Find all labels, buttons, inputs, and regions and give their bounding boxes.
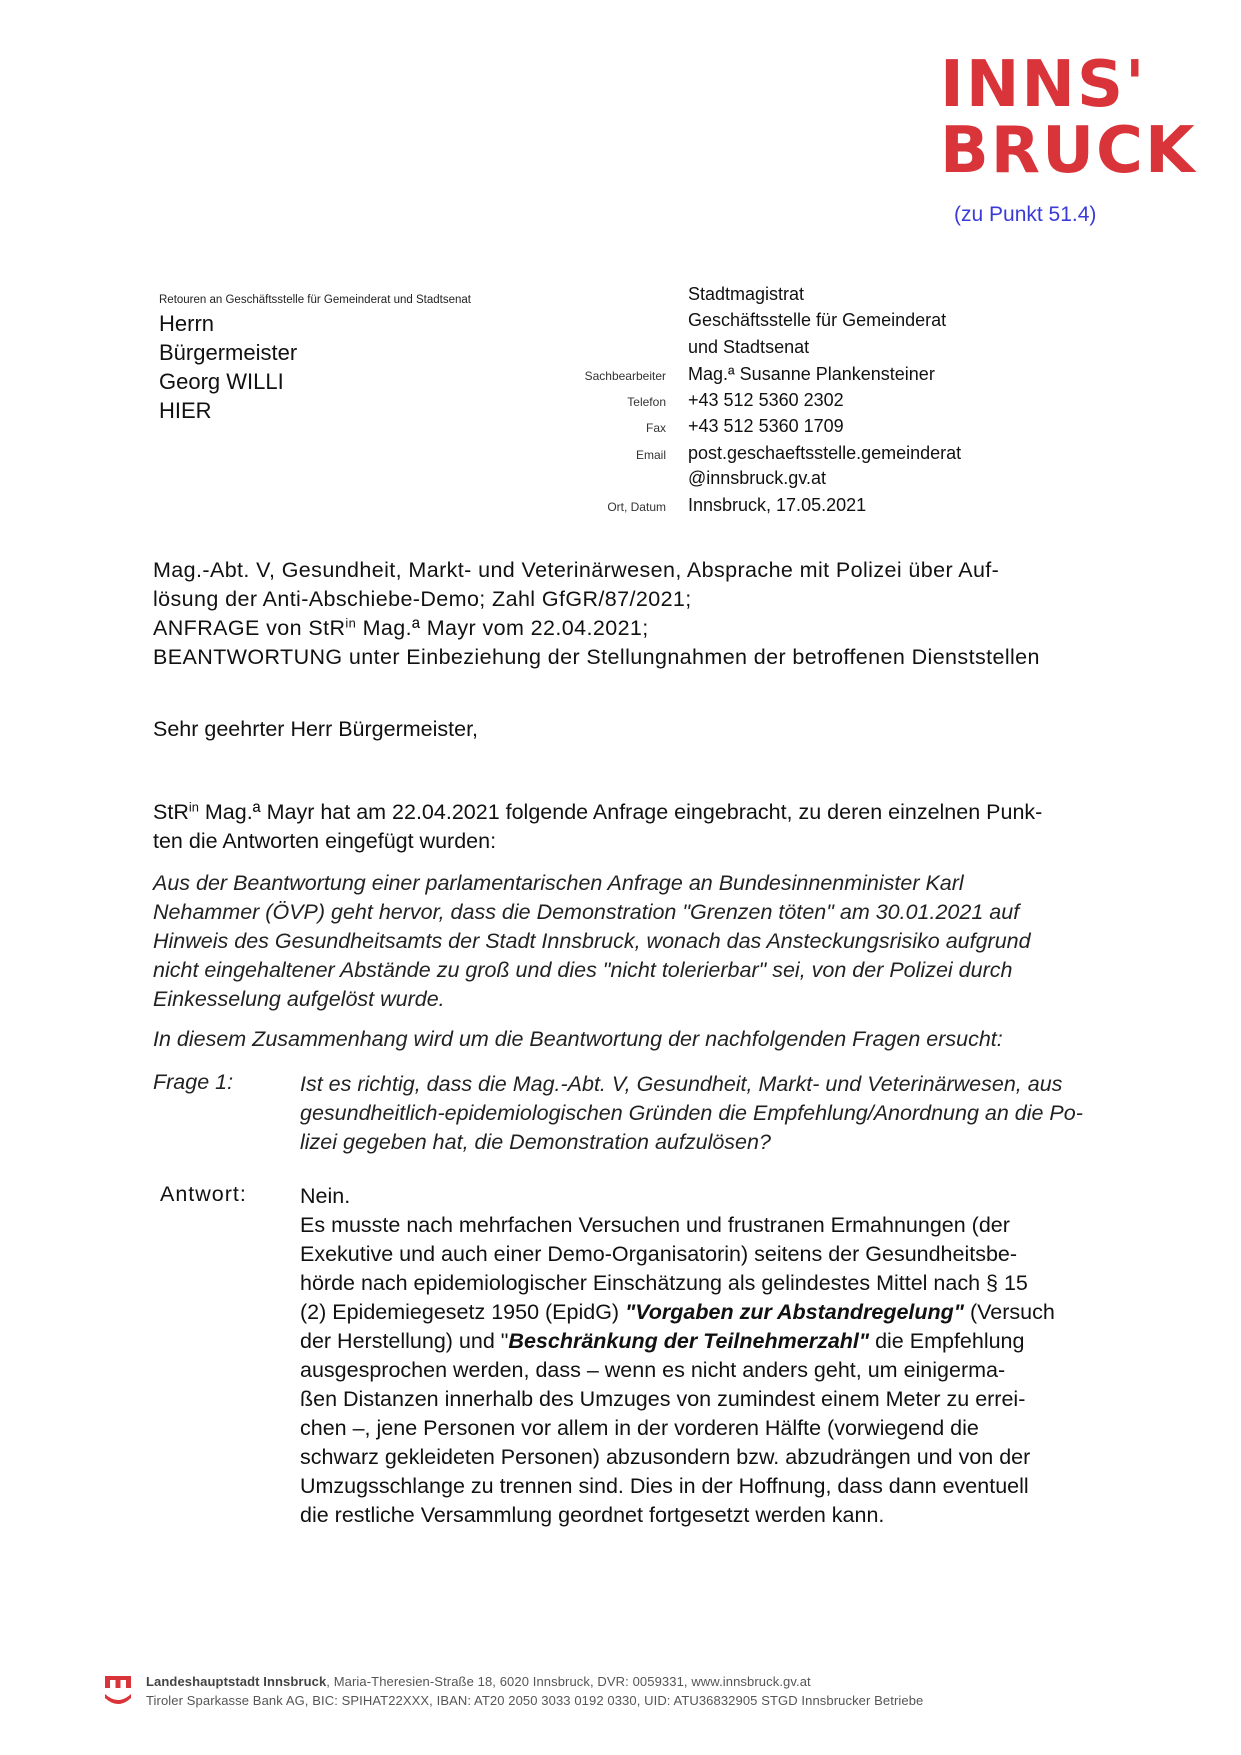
recipient-line: Georg WILLI — [159, 369, 284, 394]
question-line: Ist es richtig, dass die Mag.-Abt. V, Gesundheit, Markt- und Veterinärwesen, aus — [300, 1072, 1063, 1096]
recipient-line: Bürgermeister — [159, 340, 298, 365]
city-emblem-icon — [103, 1674, 133, 1708]
org-line: und Stadtsenat — [688, 336, 810, 357]
fax-label: Fax — [645, 421, 666, 436]
contact-row — [540, 337, 1040, 363]
contact-row — [540, 494, 1040, 520]
contact-row — [540, 310, 1040, 336]
contact-row — [540, 363, 1040, 389]
phone-number: +43 512 5360 2302 — [688, 390, 844, 411]
return-address-line: Retouren an Geschäftsstelle für Gemeinderat und Stadtsenat — [159, 294, 471, 306]
inquiry-context: In diesem Zusammenhang wird um die Beantwortung der nachfolgenden Fragen ersucht: — [153, 1027, 1003, 1051]
inquiry-quote — [153, 869, 1128, 1014]
contact-row — [540, 468, 1040, 494]
recipient-address — [159, 309, 297, 425]
question-line: lizei gegeben hat, die Demonstration aufzulösen? — [300, 1130, 771, 1154]
email-label: Email — [635, 447, 666, 462]
org-line: Stadtmagistrat — [688, 284, 805, 304]
answer-line: schwarz gekleideten Personen) abzusondern bzw. abzudrängen und von der — [300, 1445, 1031, 1469]
answer-line: chen –, jene Personen vor allem in der vorderen Hälfte (vorwiegend die — [300, 1416, 979, 1440]
answer-line: der Herstellung) und "Beschränkung der Teilnehmerzahl" die Empfehlung — [300, 1329, 1025, 1353]
contact-row — [540, 389, 1040, 415]
logo-line-1: INNS' — [940, 48, 1147, 122]
sender-contact-block — [540, 284, 1040, 521]
question-text — [300, 1070, 1140, 1157]
quote-line: nicht eingehaltener Abstände zu groß und dies "nicht tolerierbar" sei, von der Polizei durch — [153, 958, 1013, 982]
answer-line: Exekutive und auch einer Demo-Organisatorin) seitens der Gesundheitsbe- — [300, 1242, 1018, 1266]
email-address-domain[interactable]: @innsbruck.gv.at — [688, 468, 826, 489]
letter-subject — [153, 556, 1128, 672]
intro-paragraph — [153, 798, 1128, 856]
answer-line: Es musste nach mehrfachen Versuchen und frustranen Ermahnungen (der — [300, 1213, 1010, 1237]
recipient-line: Herrn — [159, 311, 215, 336]
subject-line: lösung der Anti-Abschiebe-Demo; Zahl GfGR/87/2021; — [153, 587, 692, 611]
place-date: Innsbruck, 17.05.2021 — [688, 495, 867, 516]
answer-line: Umzugsschlange zu trennen sind. Dies in der Hoffnung, dass dann eventuell — [300, 1474, 1029, 1498]
question-label: Frage 1: — [153, 1070, 234, 1094]
subject-line: Mag.-Abt. V, Gesundheit, Markt- und Veterinärwesen, Absprache mit Polizei über Auf- — [153, 558, 1000, 582]
quote-line: Nehammer (ÖVP) geht hervor, dass die Demonstration "Grenzen töten" am 30.01.2021 auf — [153, 900, 1020, 924]
answer-text — [300, 1182, 1145, 1530]
footer-line: Landeshauptstadt Innsbruck, Maria-Theresien-Straße 18, 6020 Innsbruck, DVR: 0059331, www.innsbruck.gv.at — [146, 1674, 811, 1689]
fax-number: +43 512 5360 1709 — [688, 416, 844, 437]
subject-line: ANFRAGE von StR$^{in}$ Mag.ª Mayr vom 22.04.2021; — [153, 615, 649, 640]
answer-line: hörde nach epidemiologischer Einschätzung als gelindestes Mittel nach § 15 — [300, 1271, 1028, 1295]
answer-line: Nein. — [300, 1184, 351, 1208]
answer-line: (2) Epidemiegesetz 1950 (EpidG) "Vorgaben zur Abstandregelung" (Versuch — [300, 1300, 1055, 1324]
answer-line: die restliche Versammlung geordnet fortgesetzt werden kann. — [300, 1503, 885, 1527]
salutation: Sehr geehrter Herr Bürgermeister, — [153, 717, 479, 741]
innsbruck-logo — [940, 48, 1197, 188]
answer-line: ßen Distanzen innerhalb des Umzuges von zumindest einem Meter zu errei- — [300, 1387, 1026, 1411]
recipient-line: HIER — [159, 398, 212, 423]
intro-line: ten die Antworten eingefügt wurden: — [153, 829, 497, 853]
footer-line: Tiroler Sparkasse Bank AG, BIC: SPIHAT22XXX, IBAN: AT20 2050 3033 0192 0330, UID: ATU36832905 STGD Innsbrucker Betriebe — [146, 1693, 924, 1708]
quote-line: Hinweis des Gesundheitsamts der Stadt Innsbruck, wonach das Ansteckungsrisiko aufgrund — [153, 929, 1031, 953]
quote-line: Einkesselung aufgelöst wurde. — [153, 987, 445, 1011]
question-line: gesundheitlich-epidemiologischen Gründen die Empfehlung/Anordnung an die Po- — [300, 1101, 1083, 1125]
quote-line: Aus der Beantwortung einer parlamentarischen Anfrage an Bundesinnenminister Karl — [153, 871, 964, 895]
subject-line: BEANTWORTUNG unter Einbeziehung der Stellungnahmen der betroffenen Dienststellen — [153, 645, 1040, 669]
answer-label: Antwort: — [160, 1182, 247, 1206]
contact-row — [540, 442, 1040, 468]
contact-row — [540, 415, 1040, 441]
answer-line: ausgesprochen werden, dass – wenn es nicht anders geht, um einigerma- — [300, 1358, 1006, 1382]
email-address[interactable]: post.geschaeftsstelle.gemeinderat — [688, 442, 962, 463]
org-line: Geschäftsstelle für Gemeinderat — [688, 310, 947, 331]
phone-label: Telefon — [627, 395, 666, 410]
logo-line-2: BRUCK — [940, 114, 1197, 188]
clerk-label: Sachbearbeiter — [584, 368, 666, 383]
contact-row — [540, 284, 1040, 310]
agenda-reference: (zu Punkt 51.4) — [954, 203, 1097, 226]
clerk-name: Mag.ª Susanne Plankensteiner — [688, 363, 935, 384]
intro-line: StR$^{in}$ Mag.ª Mayr hat am 22.04.2021 folgende Anfrage eingebracht, zu deren einzelnen Punk- — [153, 799, 1043, 824]
date-label: Ort, Datum — [607, 500, 666, 515]
letter-footer — [146, 1672, 923, 1710]
